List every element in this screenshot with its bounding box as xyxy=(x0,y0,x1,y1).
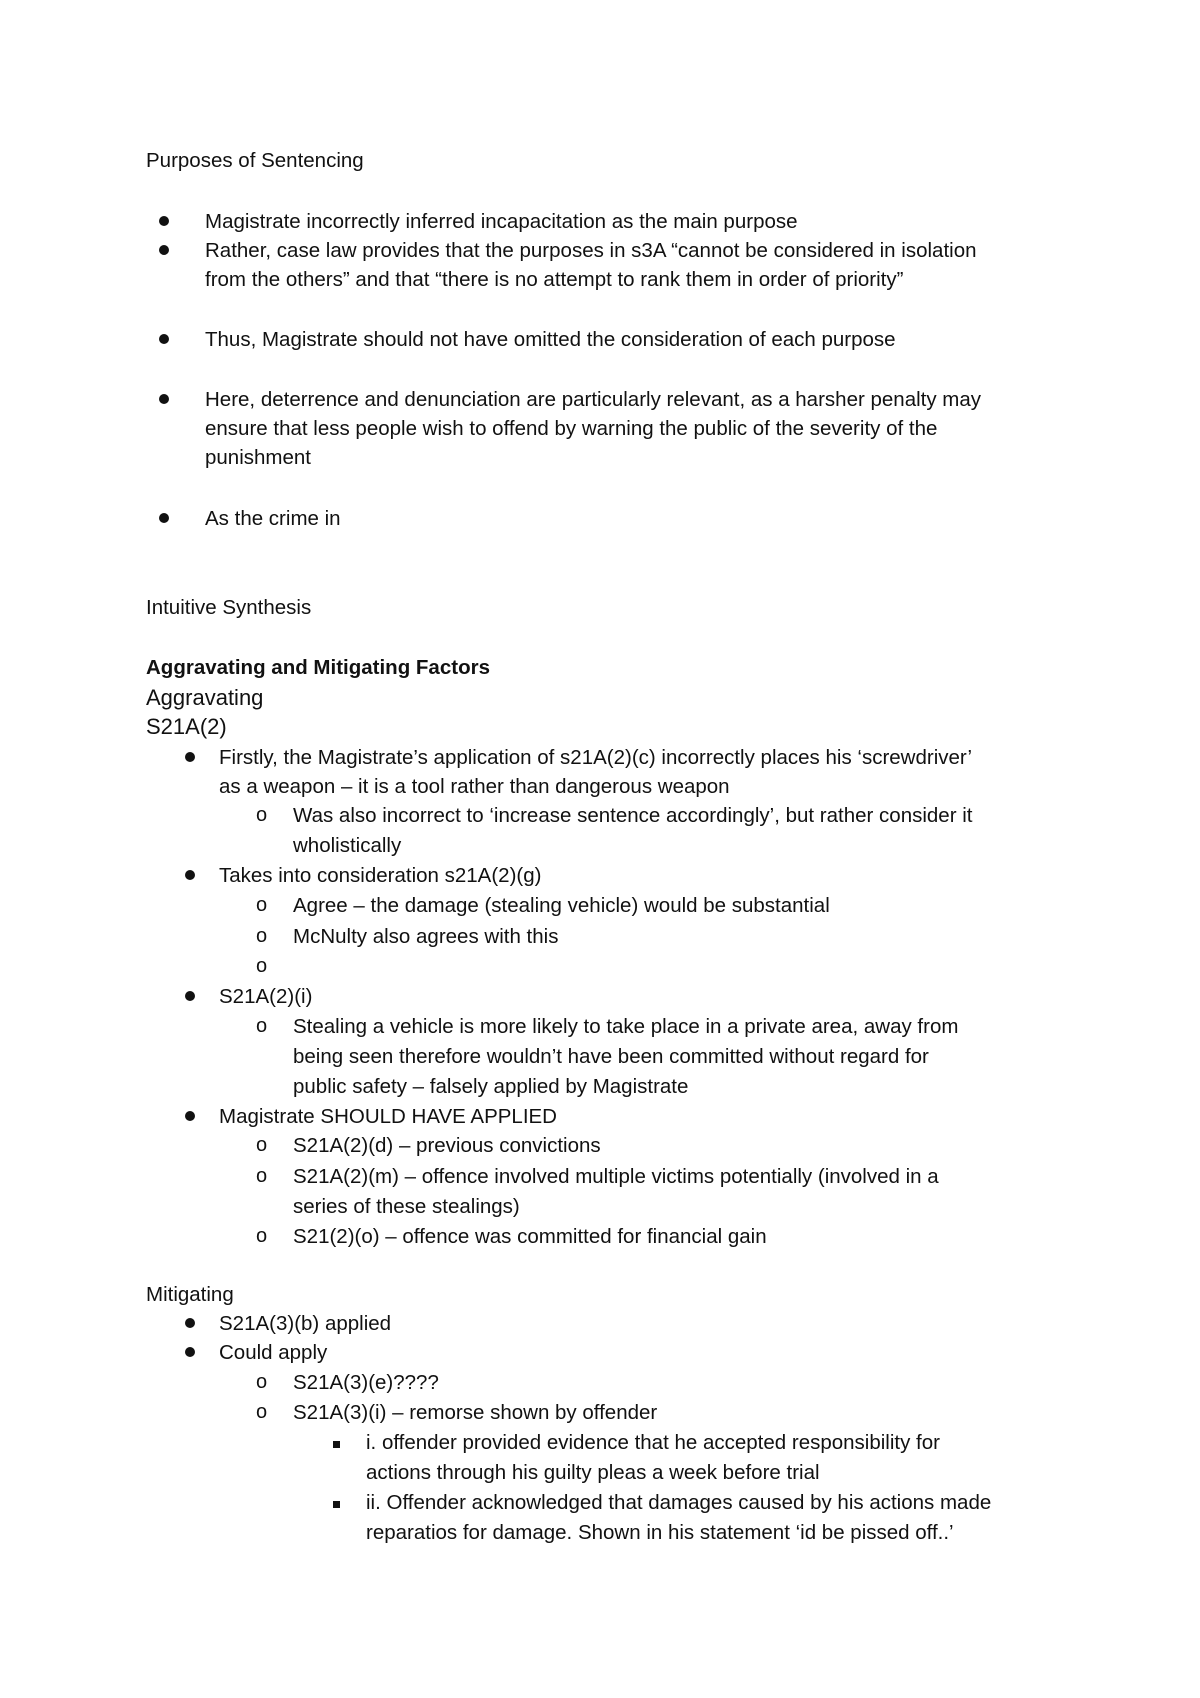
sub-bullet-icon: o xyxy=(256,1015,268,1037)
bullet-text: Rather, case law provides that the purposes in s3A “cannot be considered in isolation xyxy=(205,239,977,262)
subsection-mitigating: Mitigating xyxy=(146,1283,234,1306)
section-title-intuitive-synthesis: Intuitive Synthesis xyxy=(146,596,312,619)
sub-bullet-icon: o xyxy=(256,804,268,826)
bullet-text: Firstly, the Magistrate’s application of s21A(2)(c) incorrectly places his ‘screwdriver’ xyxy=(219,746,973,769)
sub-bullet-icon: o xyxy=(256,1371,268,1393)
bullet-icon xyxy=(159,334,169,344)
square-bullet-icon xyxy=(333,1501,340,1508)
section-title-purposes: Purposes of Sentencing xyxy=(146,149,364,172)
sub-bullet-icon: o xyxy=(256,1225,268,1247)
sub-sub-bullet-text: i. offender provided evidence that he accepted responsibility for xyxy=(366,1431,940,1454)
subsection-aggravating: Aggravating xyxy=(146,685,264,710)
sub-bullet-text: S21A(2)(d) – previous convictions xyxy=(293,1134,601,1157)
bullet-icon xyxy=(185,870,195,880)
bullet-icon xyxy=(159,216,169,226)
sub-bullet-text: Was also incorrect to ‘increase sentence accordingly’, but rather consider it xyxy=(293,804,973,827)
bullet-icon xyxy=(159,513,169,523)
sub-bullet-text-continued: wholistically xyxy=(293,834,402,857)
bullet-text: Magistrate incorrectly inferred incapacitation as the main purpose xyxy=(205,210,798,233)
bullet-icon xyxy=(159,245,169,255)
sub-bullet-text: S21(2)(o) – offence was committed for financial gain xyxy=(293,1225,767,1248)
sub-bullet-text: Agree – the damage (stealing vehicle) would be substantial xyxy=(293,894,830,917)
bullet-icon xyxy=(159,394,169,404)
bullet-icon xyxy=(185,1111,195,1121)
sub-bullet-icon: o xyxy=(256,955,268,977)
bullet-icon xyxy=(185,991,195,1001)
sub-bullet-text: S21A(3)(i) – remorse shown by offender xyxy=(293,1401,658,1424)
sub-bullet-icon: o xyxy=(256,1401,268,1423)
square-bullet-icon xyxy=(333,1441,340,1448)
bullet-text: Thus, Magistrate should not have omitted the consideration of each purpose xyxy=(205,328,896,351)
sub-bullet-icon: o xyxy=(256,1134,268,1156)
section-title-aggravating-mitigating: Aggravating and Mitigating Factors xyxy=(146,656,490,679)
sub-bullet-icon: o xyxy=(256,1165,268,1187)
sub-sub-bullet-text: ii. Offender acknowledged that damages caused by his actions made xyxy=(366,1491,992,1514)
bullet-text: S21A(3)(b) applied xyxy=(219,1312,392,1335)
sub-bullet-text-continued: being seen therefore wouldn’t have been committed without regard for xyxy=(293,1045,929,1068)
sub-bullet-text: S21A(3)(e)???? xyxy=(293,1371,439,1394)
bullet-text-continued: ensure that less people wish to offend by warning the public of the severity of the xyxy=(205,417,938,440)
bullet-text: Here, deterrence and denunciation are particularly relevant, as a harsher penalty may xyxy=(205,388,982,411)
bullet-icon xyxy=(185,1318,195,1328)
sub-bullet-icon: o xyxy=(256,894,268,916)
sub-sub-bullet-text-continued: reparatios for damage. Shown in his statement ‘id be pissed off..’ xyxy=(366,1521,954,1544)
sub-bullet-text: Stealing a vehicle is more likely to take place in a private area, away from xyxy=(293,1015,959,1038)
bullet-text-continued: as a weapon – it is a tool rather than dangerous weapon xyxy=(219,775,730,798)
bullet-text-continued: from the others” and that “there is no attempt to rank them in order of priority” xyxy=(205,268,904,291)
bullet-text: S21A(2)(i) xyxy=(219,985,313,1008)
subsection-s21a2: S21A(2) xyxy=(146,714,227,739)
bullet-text: Takes into consideration s21A(2)(g) xyxy=(219,864,542,887)
bullet-icon xyxy=(185,1347,195,1357)
sub-bullet-text-continued: public safety – falsely applied by Magistrate xyxy=(293,1075,689,1098)
bullet-text: As the crime in xyxy=(205,507,341,530)
bullet-text: Magistrate SHOULD HAVE APPLIED xyxy=(219,1105,557,1128)
bullet-icon xyxy=(185,752,195,762)
bullet-text-continued: punishment xyxy=(205,446,311,469)
sub-bullet-text: S21A(2)(m) – offence involved multiple victims potentially (involved in a xyxy=(293,1165,939,1188)
sub-sub-bullet-text-continued: actions through his guilty pleas a week before trial xyxy=(366,1461,820,1484)
sub-bullet-icon: o xyxy=(256,925,268,947)
sub-bullet-text-continued: series of these stealings) xyxy=(293,1195,520,1218)
bullet-text: Could apply xyxy=(219,1341,328,1364)
sub-bullet-text: McNulty also agrees with this xyxy=(293,925,559,948)
